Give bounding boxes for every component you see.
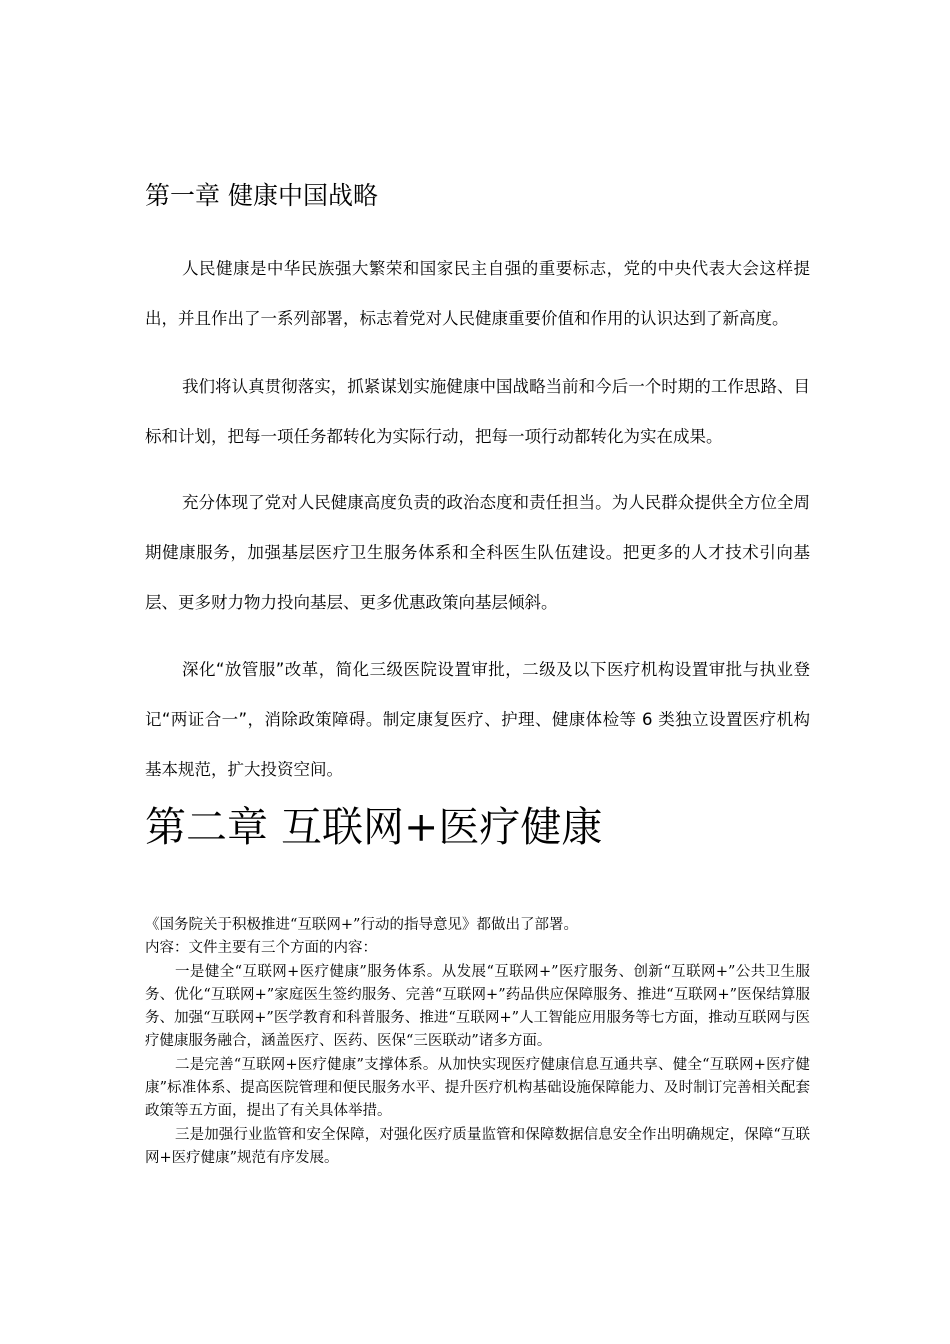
- chapter-1-paragraph-2: 我们将认真贯彻落实，抓紧谋划实施健康中国战略当前和今后一个时期的工作思路、目标和计划，把每一项任务都转化为实际行动，把每一项行动都转化为实在成果。: [145, 377, 810, 446]
- chapter-1-paragraph-1: 人民健康是中华民族强大繁荣和国家民主自强的重要标志，党的中央代表大会这样提出，并且作出了一系列部署，标志着党对人民健康重要价值和作用的认识达到了新高度。: [145, 259, 810, 328]
- chapter-2-point-1: 一是健全“互联网+医疗健康”服务体系。从发展“互联网+”医疗服务、创新“互联网+”公共卫生服务、优化“互联网+”家庭医生签约服务、完善“互联网+”药品供应保障服务、推进“互联网+”医保结算服务、加强“互联网+”医学教育和科普服务、推进“互联网+”人工智能应用服务等七方面，推动互联网与医疗健康服务融合，涵盖医疗、医药、医保“三医联动”诸多方面。: [145, 963, 810, 1050]
- chapter-1-heading: 第一章 健康中国战略: [145, 181, 378, 210]
- chapter-1-paragraph-4: 深化“放管服”改革，简化三级医院设置审批，二级及以下医疗机构设置审批与执业登记“两证合一”，消除政策障碍。制定康复医疗、护理、健康体检等 6 类独立设置医疗机构基本规范，扩大投资空间。: [145, 660, 810, 779]
- chapter-1-paragraph-3: 充分体现了党对人民健康高度负责的政治态度和责任担当。为人民群众提供全方位全周期健康服务，加强基层医疗卫生服务体系和全科医生队伍建设。把更多的人才技术引向基层、更多财力物力投向基层、更多优惠政策向基层倾斜。: [145, 493, 810, 612]
- chapter-2-body: [145, 914, 810, 1170]
- chapter-2-point-2: 二是完善“互联网+医疗健康”支撑体系。从加快实现医疗健康信息互通共享、健全“互联网+医疗健康”标准体系、提高医院管理和便民服务水平、提升医疗机构基础设施保障能力、及时制订完善相关配套政策等五方面，提出了有关具体举措。: [145, 1056, 810, 1120]
- chapter-2-heading: 第二章 互联网+医疗健康: [145, 803, 603, 851]
- chapter-2-content-line: 内容：文件主要有三个方面的内容：: [145, 940, 377, 957]
- chapter-2-intro-line: 《国务院关于积极推进“互联网+”行动的指导意见》都做出了部署。: [145, 917, 578, 933]
- chapter-2-point-3: 三是加强行业监管和安全保障，对强化医疗质量监管和保障数据信息安全作出明确规定，保障“互联网+医疗健康”规范有序发展。: [145, 1126, 810, 1166]
